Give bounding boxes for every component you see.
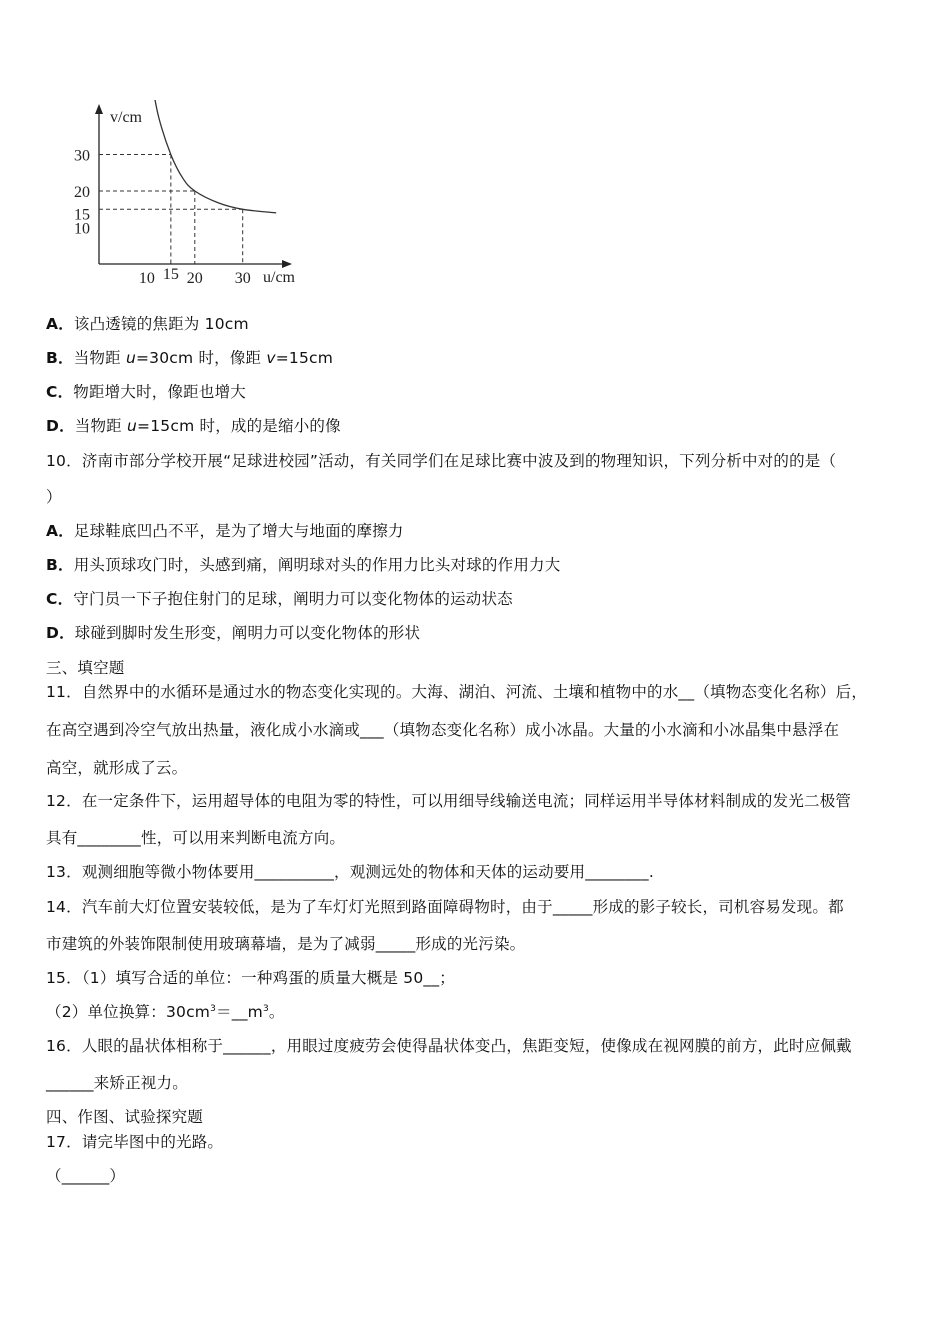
y-tick-label: 15 <box>74 206 90 224</box>
q16-line2: ______来矫正视力。 <box>46 1074 188 1092</box>
option-label: A． <box>46 522 74 540</box>
option-text-pre: 当物距 <box>73 349 126 367</box>
q10-option-d <box>46 621 420 643</box>
option-label: C． <box>46 383 74 401</box>
var-v: v <box>266 349 276 367</box>
q13-line1: 13．观测细胞等微小物体要用__________，观测远处的物体和天体的运动要用________. <box>46 863 654 881</box>
x-tick-label: 20 <box>186 270 203 287</box>
q14-line2: 市建筑的外装饰限制使用玻璃幕墙，是为了减弱_____形成的光污染。 <box>46 935 526 953</box>
option-text: 用头顶球攻门时，头感到痛，阐明球对头的作用力比头对球的作用力大 <box>73 556 561 574</box>
option-label: C． <box>46 590 74 608</box>
q10-stem-line1: 10．济南市部分学校开展“足球进校园”活动，有关同学们在足球比赛中波及到的物理知识，下列分析中对的的是（ <box>46 452 837 470</box>
guide-lines <box>99 155 243 265</box>
option-text-pre: 当物距 <box>74 417 128 435</box>
section-heading-fill-blank: 三、填空题 <box>46 659 125 677</box>
x-tick-label: 30 <box>234 270 251 287</box>
q10-stem-line2: ） <box>46 488 62 506</box>
option-text-post: =15cm <box>275 349 334 367</box>
option-text-mid: =30cm 时，像距 <box>135 349 267 367</box>
x-tick-label: 10 <box>138 270 155 287</box>
option-text: 该凸透镜的焦距为 10cm <box>73 315 249 333</box>
q14-line1: 14．汽车前大灯位置安装较低，是为了车灯灯光照到路面障碍物时，由于_____形成的影子较长，司机容易发现。都 <box>46 898 844 916</box>
option-text: 物距增大时，像距也增大 <box>73 383 246 401</box>
q17-answer-blank: （______） <box>46 1167 126 1185</box>
option-text: 守门员一下子抱住射门的足球，阐明力可以变化物体的运动状态 <box>73 590 513 608</box>
q10-option-a <box>46 519 404 541</box>
option-text: 足球鞋底凹凸不平，是为了增大与地面的摩擦力 <box>73 522 404 540</box>
q9-option-a <box>46 312 249 334</box>
y-tick-label: 10 <box>74 220 90 238</box>
var-u: u <box>127 417 138 435</box>
option-label: B． <box>46 556 74 574</box>
q15-line1: 15．（1）填写合适的单位：一种鸡蛋的质量大概是 50__； <box>46 969 455 987</box>
superscript: 3 <box>262 1003 269 1014</box>
q11-line2: 在高空遇到冷空气放出热量，液化成小水滴或___（填物态变化名称）成小冰晶。大量的小水滴和小冰晶集中悬浮在 <box>46 721 840 739</box>
option-label: D． <box>46 624 75 642</box>
q10-option-c <box>46 587 513 609</box>
x-axis-label: u/cm <box>263 269 295 286</box>
x-tick-labels <box>139 266 251 287</box>
q10-option-b <box>46 553 560 575</box>
option-text-post: =15cm 时，成的是缩小的像 <box>137 417 341 435</box>
superscript: 3 <box>210 1003 217 1014</box>
u-v-graph <box>70 100 310 295</box>
graph-axes <box>95 104 292 268</box>
q12-line2: 具有________性，可以用来判断电流方向。 <box>46 829 346 847</box>
q16-line1: 16．人眼的晶状体相称于______，用眼过度疲劳会使得晶状体变凸，焦距变短，使像成在视网膜的前方，此时应佩戴 <box>46 1037 852 1055</box>
y-axis-label: v/cm <box>110 109 142 126</box>
x-axis-arrow <box>282 260 292 268</box>
q17-line1: 17．请完毕图中的光路。 <box>46 1133 224 1151</box>
option-label: B． <box>46 349 74 367</box>
section-heading-drawing: 四、作图、试验探究题 <box>46 1108 204 1126</box>
q15-text-mid: ＝__m <box>216 1003 263 1021</box>
q9-option-b <box>46 346 333 368</box>
x-tick-label: 15 <box>162 266 179 283</box>
option-label: A． <box>46 315 74 333</box>
q15-text-post: 。 <box>268 1003 285 1021</box>
q9-option-d <box>46 414 341 436</box>
var-u: u <box>125 349 136 367</box>
q15-line2 <box>46 1000 285 1022</box>
q12-line1: 12．在一定条件下，运用超导体的电阻为零的特性，可以用细导线输送电流；同样运用半导体材料制成的发光二极管 <box>46 792 852 810</box>
q11-line1: 11．自然界中的水循环是通过水的物态变化实现的。大海、湖泊、河流、土壤和植物中的水__（填物态变化名称）后， <box>46 683 868 701</box>
q15-text-pre: （2）单位换算：30cm <box>46 1003 211 1021</box>
y-tick-labels <box>74 148 90 238</box>
option-text: 球碰到脚时发生形变，阐明力可以变化物体的形状 <box>74 624 421 642</box>
q11-line3: 高空，就形成了云。 <box>46 759 188 777</box>
y-tick-label: 20 <box>74 184 90 201</box>
y-axis-arrow <box>95 104 103 114</box>
y-tick-label: 30 <box>74 147 90 165</box>
q9-option-c <box>46 380 246 402</box>
option-label: D． <box>46 417 75 435</box>
